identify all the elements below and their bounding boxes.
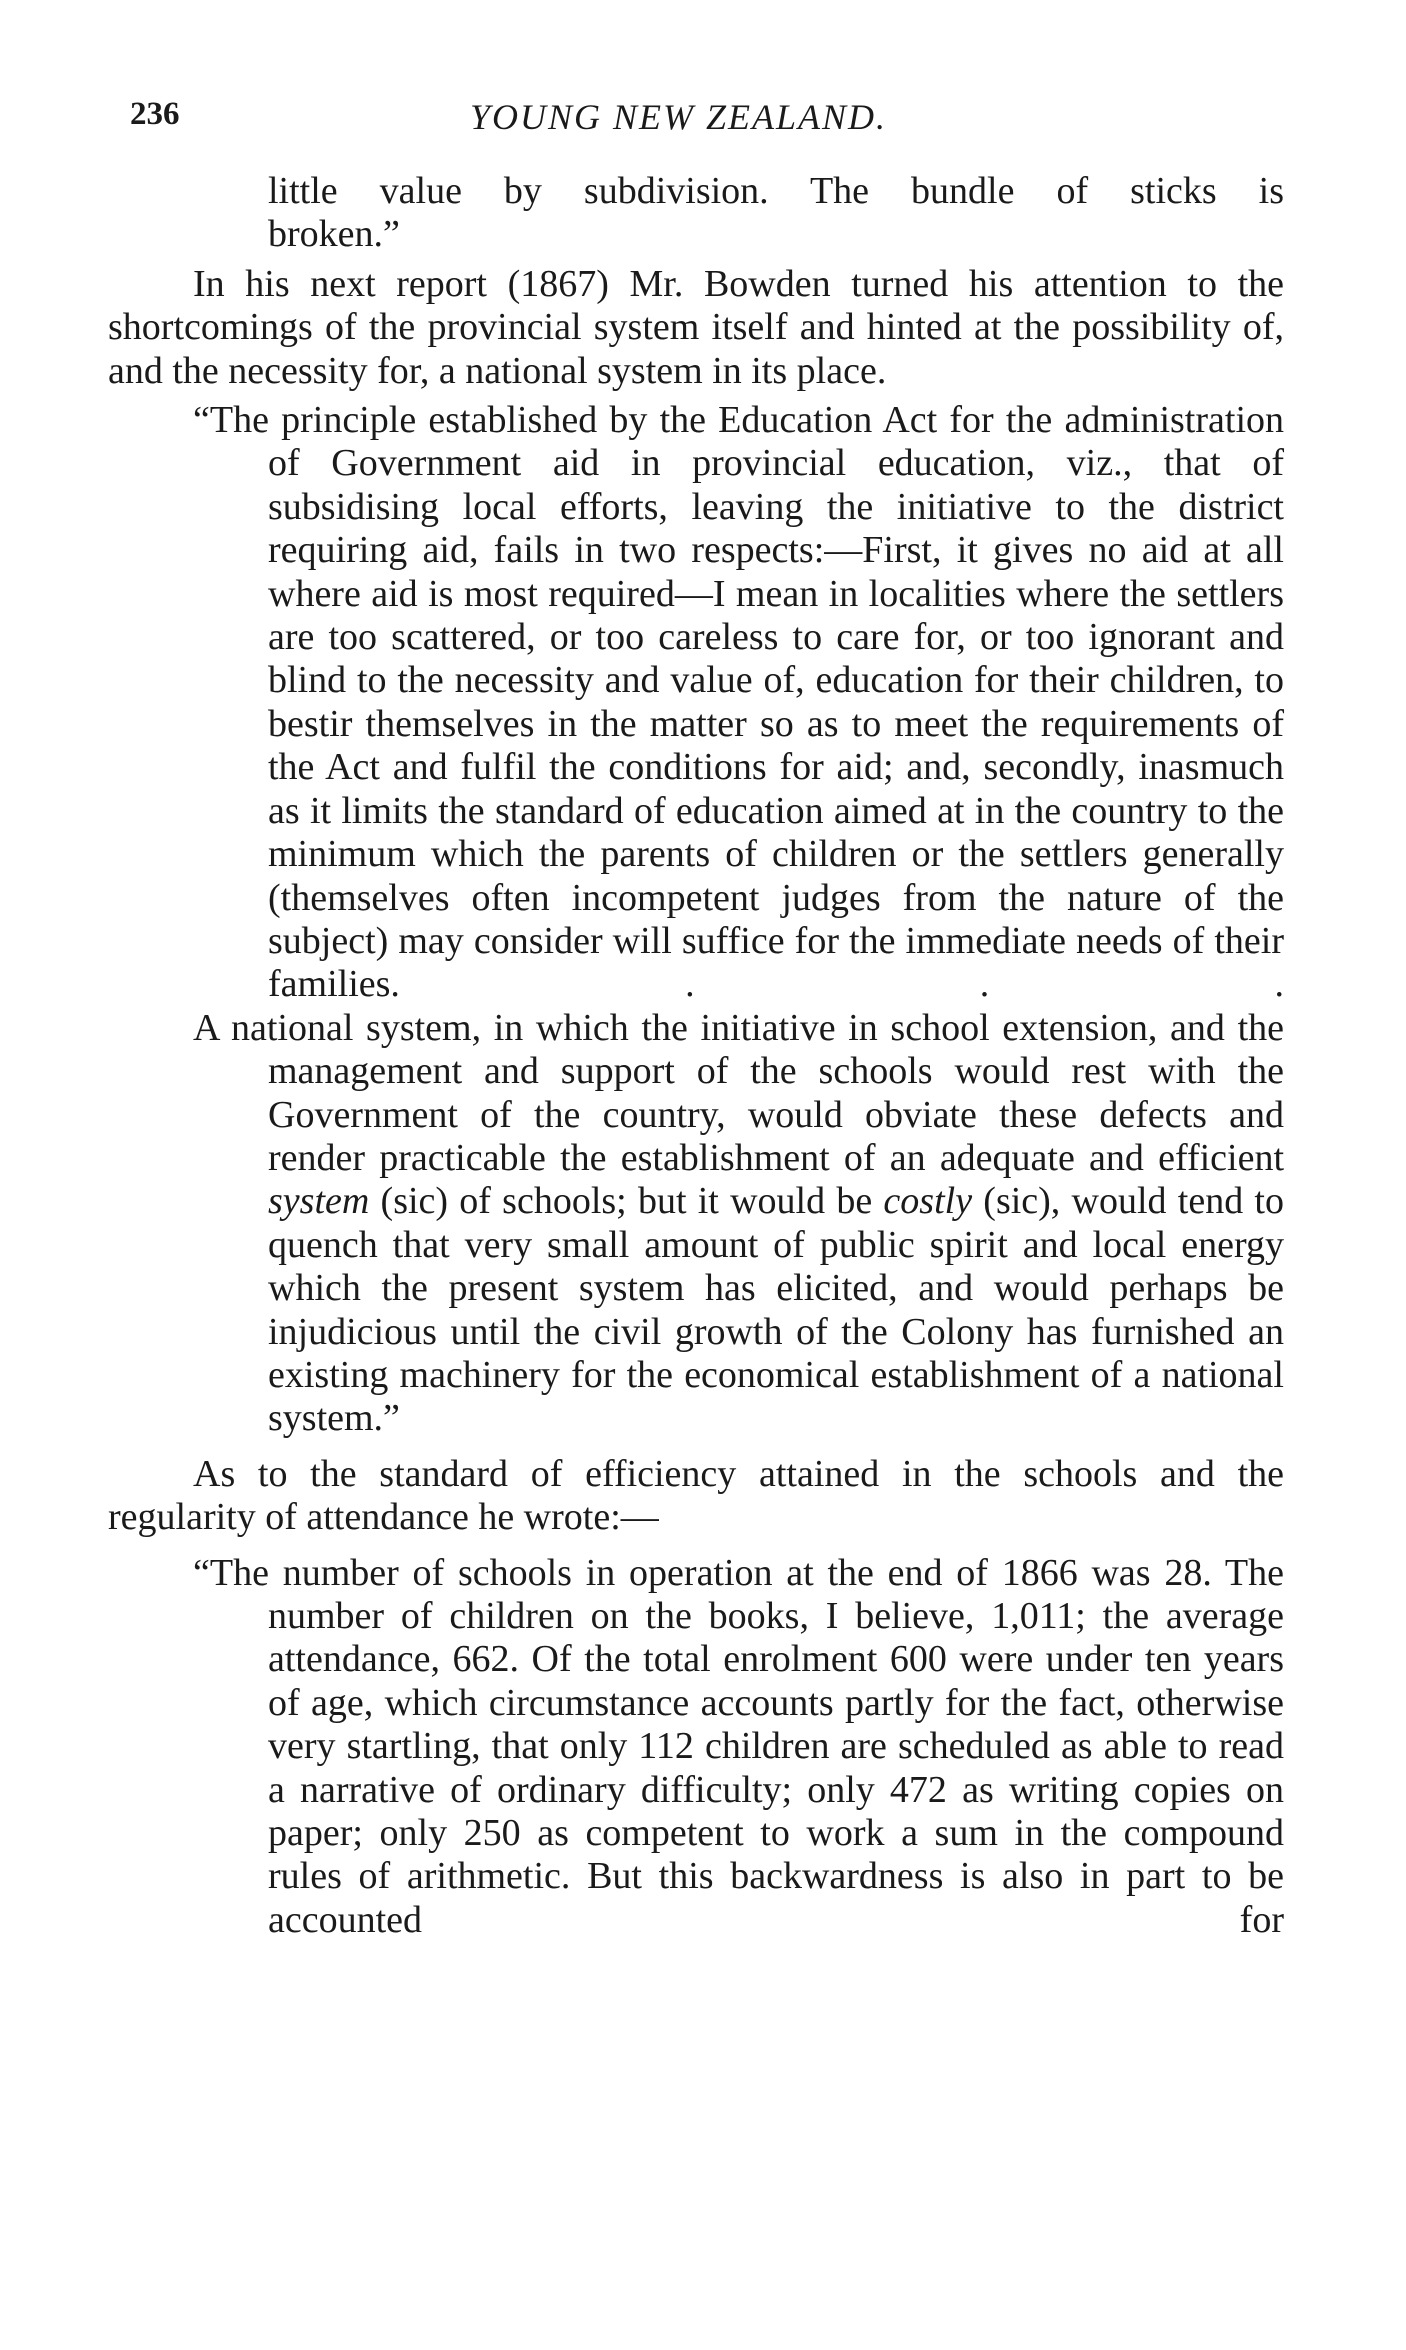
body-text (108, 170, 1284, 1942)
quote-national-system (108, 1007, 1284, 1441)
paragraph-report-1867: In his next report (1867) Mr. Bowden turned his attention to the shortcomings of the provincial system itself and hinted at the possibility of, and the necessity for, a national system in its place. (108, 262, 1284, 392)
running-title: YOUNG NEW ZEALAND. (470, 97, 888, 137)
page-number: 236 (130, 96, 180, 132)
italic-system: system (268, 1180, 370, 1223)
page-header (130, 96, 1280, 146)
continued-quote-end: broken.” (268, 213, 400, 256)
continued-quote-line: little value by subdivision. The bundle of sticks is (268, 170, 1284, 212)
quote-schools-1866: “The number of schools in operation at the end of 1866 was 28. The number of children on the books, I believe, 1,011; the average attendance, 662. Of the total enrolment 600 were under ten years of age, which circumstance accounts partly for the fact, otherwise very startling, that only 112 children are scheduled as able to read a narrative of ordinary difficulty; only 472 as writing copies on paper; only 250 as competent to work a sum in the compound rules of arithmetic. But this backwardness is also in part to be accounted for (193, 1551, 1284, 1941)
quote-education-act: “The principle established by the Education Act for the administration of Government aid in provincial education, viz., that of subsidising local efforts, leaving the initiative to the district requiring aid, fails in two respects:—First, it gives no aid at all where aid is most required—I mean in localities where the settlers are too scattered, or too careless to care for, or too ignorant and blind to the necessity and value of, education for their children, to bestir themselves in the matter so as to meet the requirements of the Act and fulfil the conditions for aid; and, secondly, inasmuch as it limits the standard of education aimed at in the country to the minimum which the parents of children or the settlers generally (themselves often incompetent judges from the nature of the subject) may consider will suffice for the immediate needs of their families. . . . (193, 399, 1284, 1006)
italic-costly: costly (883, 1180, 973, 1223)
quote-national-text-2: (sic) of schools; but it would be (369, 1180, 884, 1223)
paragraph-efficiency: As to the standard of efficiency attained in the schools and the regularity of attendance he wrote:— (108, 1452, 1284, 1539)
quote-national-text-3: (sic), would tend to quench that very small amount of public spirit and local energy which the present system has elicited, and would perhaps be injudicious until the civil growth of the Colony has furnished an existing machinery for the economical establishment of a national system.” (268, 1180, 1284, 1440)
quote-national-text-1: A national system, in which the initiative in school extension, and the management and support of the schools would rest with the Government of the country, would obviate these defects and render practicable the establishment of an adequate and efficient (193, 1006, 1284, 1179)
